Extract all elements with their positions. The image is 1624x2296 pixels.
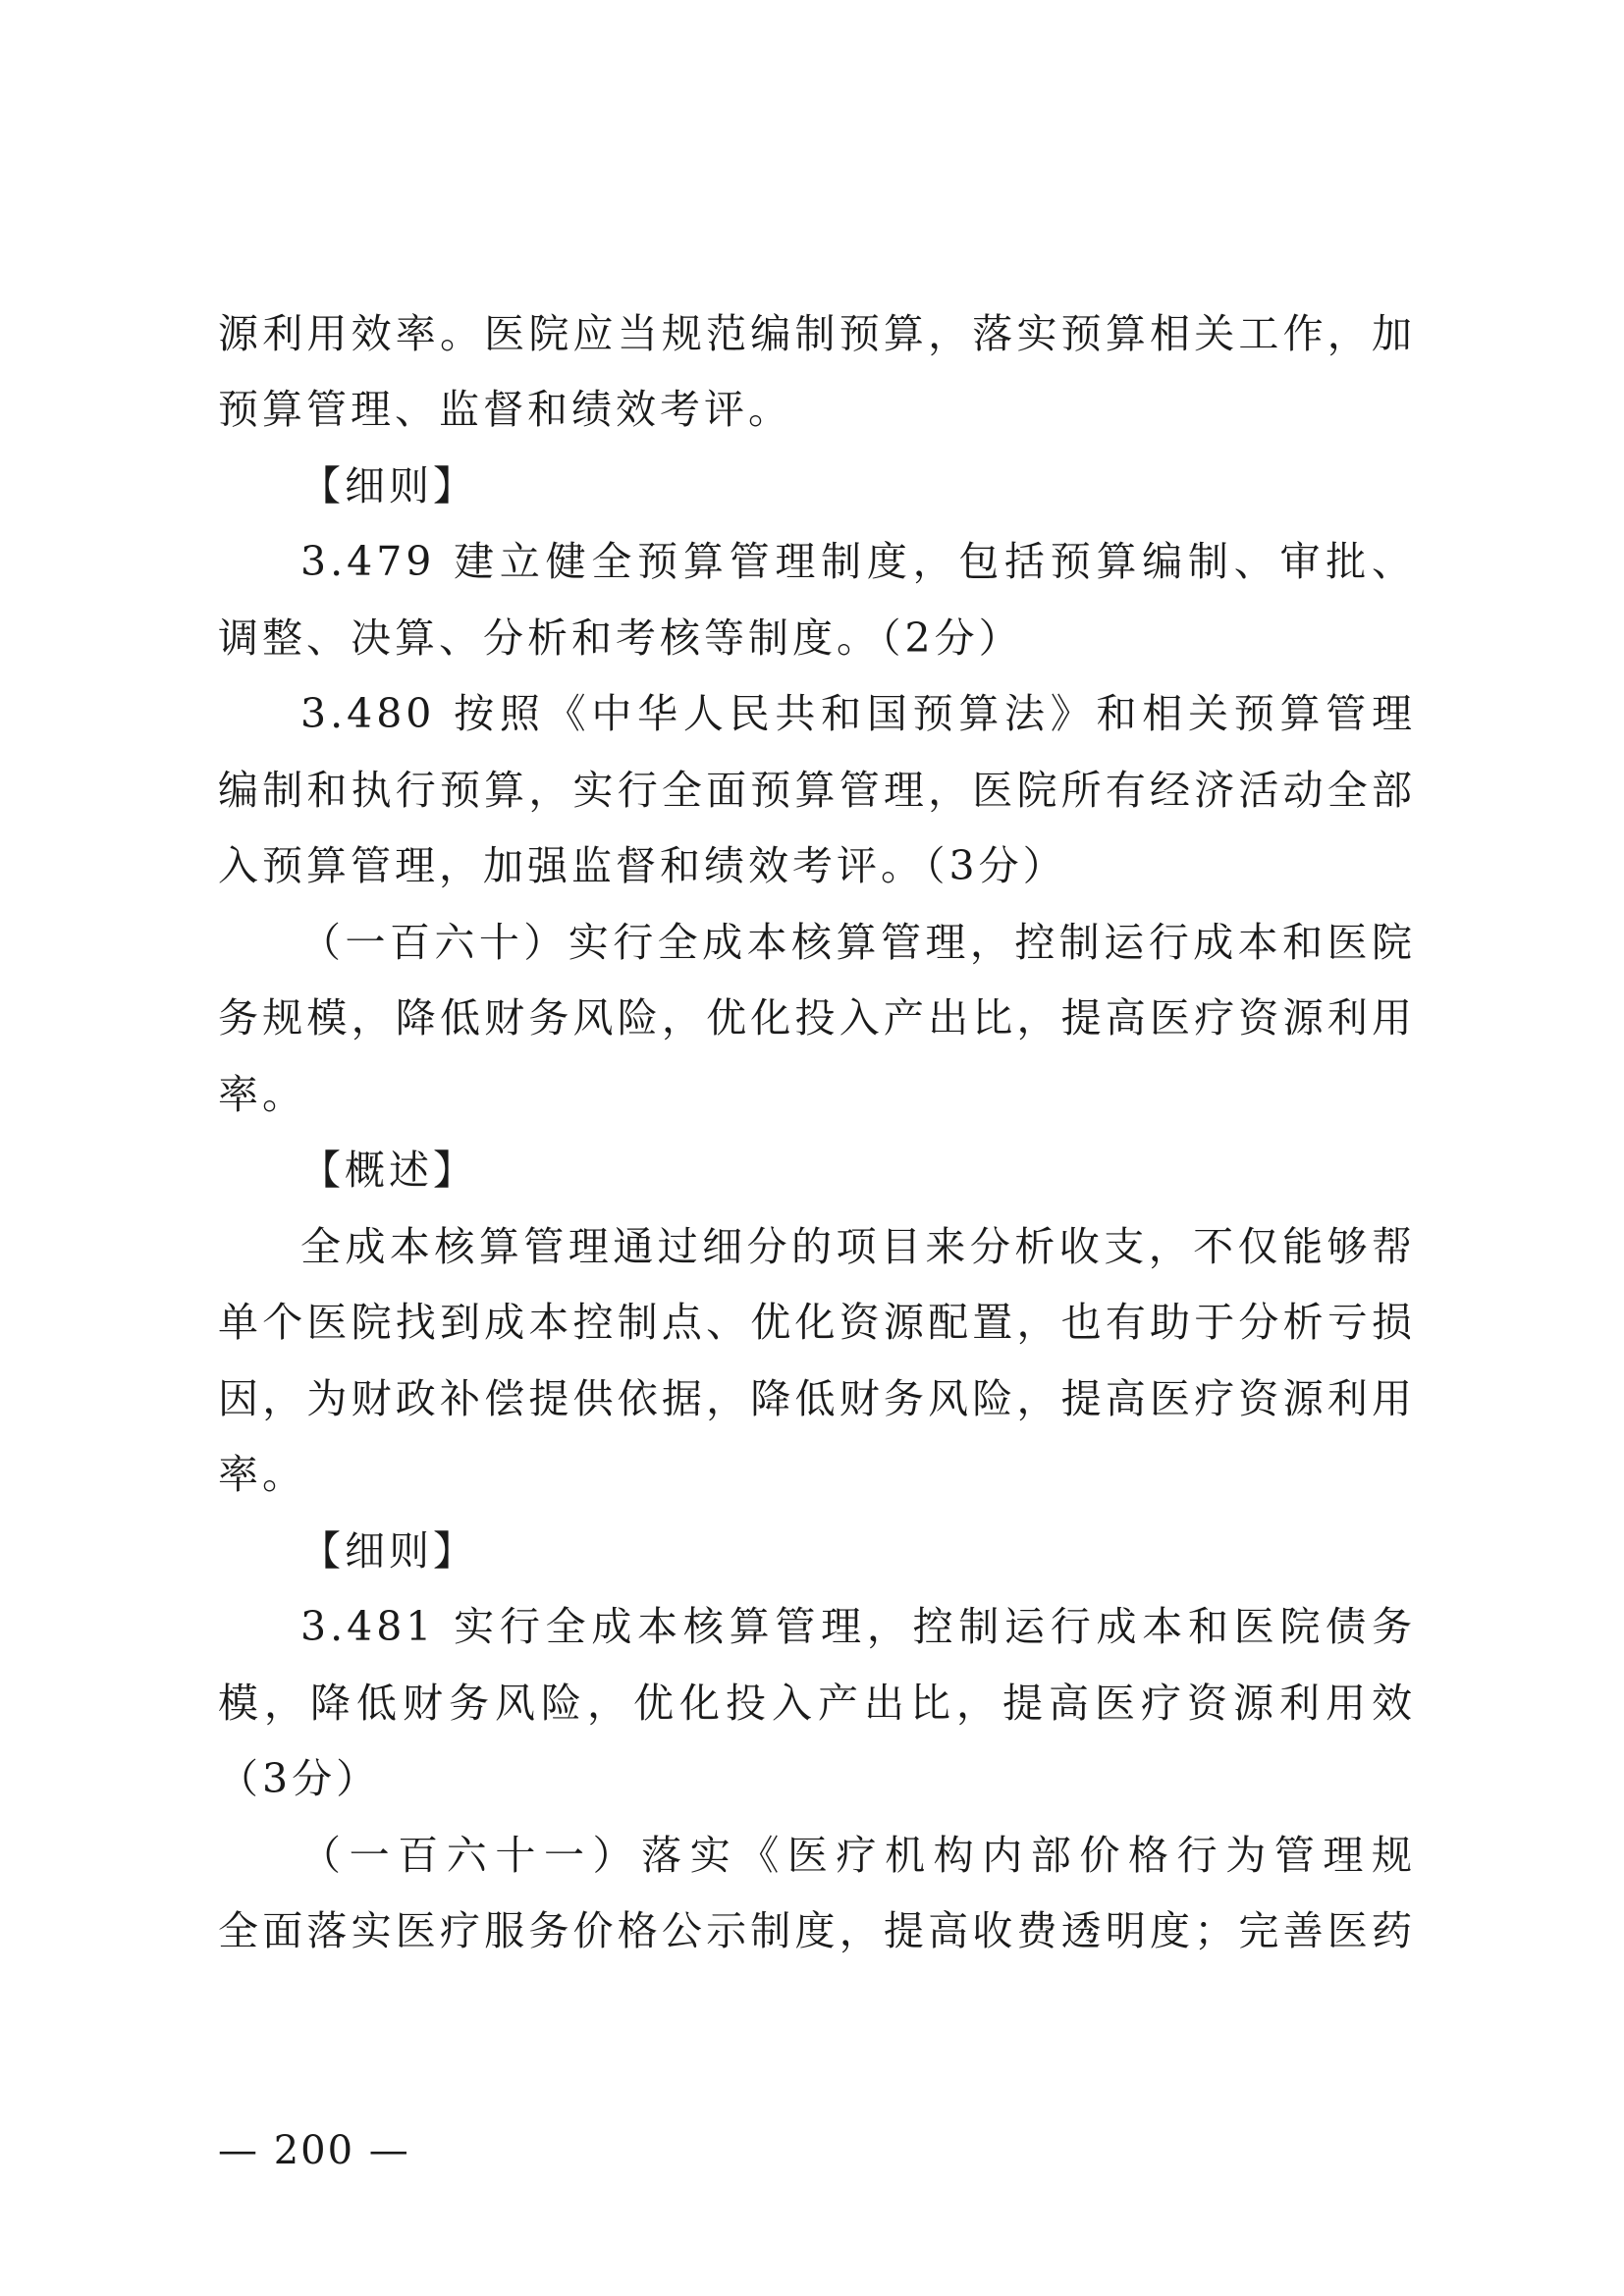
body-text-line: 源利用效率。医院应当规范编制预算，落实预算相关工作，加 [218,310,1416,357]
body-text-line: 模，降低财务风险，优化投入产出比，提高医疗资源利用效 [218,1680,1416,1727]
body-text-line: 调整、决算、分析和考核等制度。（2分） [218,614,1023,662]
body-text-line: 单个医院找到成本控制点、优化资源配置，也有助于分析亏损 [218,1299,1416,1346]
rule-item-3-481: 3.481 实行全成本核算管理，控制运行成本和医院债务 [300,1603,1416,1650]
section-heading-overview: 【概述】 [300,1147,477,1194]
body-text-line: （3分） [218,1755,381,1802]
page-number: — 200 — [218,2128,410,2173]
overview-paragraph: 全成本核算管理通过细分的项目来分析收支，不仅能够帮 [300,1223,1416,1270]
section-heading-detail: 【细则】 [300,1527,477,1575]
section-heading-detail: 【细则】 [300,462,477,509]
rule-item-3-480: 3.480 按照《中华人民共和国预算法》和相关预算管理 [300,690,1416,737]
body-text-line: 全面落实医疗服务价格公示制度，提高收费透明度；完善医药 [218,1907,1416,1954]
body-text-line: 入预算管理，加强监督和绩效考评。（3分） [218,842,1067,889]
clause-160: （一百六十）实行全成本核算管理，控制运行成本和医院 [300,919,1416,966]
rule-item-3-479: 3.479 建立健全预算管理制度，包括预算编制、审批、 [300,538,1416,585]
body-text-line: 预算管理、监督和绩效考评。 [218,386,792,433]
body-text-line: 率。 [218,1071,306,1118]
body-text-line: 务规模，降低财务风险，优化投入产出比，提高医疗资源利用 [218,994,1416,1041]
body-text-line: 因，为财政补偿提供依据，降低财务风险，提高医疗资源利用 [218,1375,1416,1422]
body-text-line: 率。 [218,1451,306,1498]
body-text-line: 编制和执行预算，实行全面预算管理，医院所有经济活动全部 [218,767,1416,814]
clause-161: （一百六十一）落实《医疗机构内部价格行为管理规 [300,1832,1416,1879]
